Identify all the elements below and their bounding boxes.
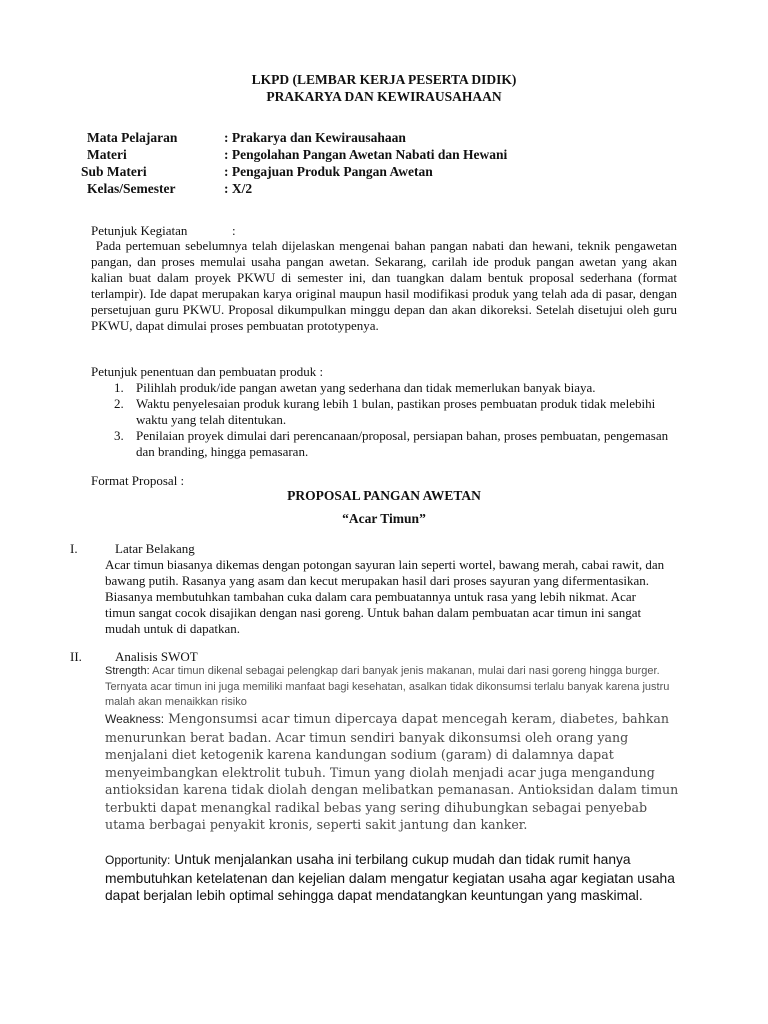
petunjuk-kegiatan-paragraph: Pada pertemuan sebelumnya telah dijelaskan mengenai bahan pangan nabati dan hewani, teknik pengawetan pangan, dan proses memulai usaha pangan awetan. Sekarang, carilah ide produk pangan awetan yang akan kalian buat dalam proyek PKWU di semester ini, dan tuangkan dalam bentuk proposal sederhana (format terlampir). Ide dapat merupakan karya original maupun hasil modifikasi produk yang telah ada di pasar, dengan persetujuan guru PKWU. Proposal dikumpulkan minggu depan dan akan dikoreksi. Setelah disetujui oleh guru PKWU, dapat dimulai proses pembuatan prototypenya. <box>91 238 681 333</box>
weakness-text: Mengonsumsi acar timun dipercaya dapat mencegah keram, diabetes, bahkan menurunkan berat badan. Acar timun sendiri banyak dikonsumsi oleh orang yang menjalani diet ketogenik karena kandungan sodium (garam) di dalamnya dapat menyeimbangkan elektrolit tubuh. Timun yang diolah menjadi acar juga mengandung antioksidan karena tidak diolah dengan melibatkan pemanasan. Antioksidan dalam timun terbukti dapat menangkal radikal bebas yang sering dihubungkan sebagai penyebab utama berbagai penyakit kronis, seperti sakit jantung dan kanker. <box>105 711 679 832</box>
list-item: Waktu penyelesaian produk kurang lebih 1 bulan, pastikan proses pembuatan produk tidak melebihi waktu yang telah ditentukan. <box>136 396 656 427</box>
opportunity-text: Untuk menjalankan usaha ini terbilang cukup mudah dan tidak rumit hanya membutuhkan ketelatenan dan kejelian dalam mengatur kegiatan usaha agar kegiatan usaha dapat berjalan lebih optimal sehingga dapat mendatangkan keuntungan yang maskimal. <box>105 852 675 904</box>
meta-value: : Prakarya dan Kewirausahaan <box>224 130 406 145</box>
petunjuk-kegiatan-label: Petunjuk Kegiatan <box>91 223 188 238</box>
format-proposal-label: Format Proposal : <box>91 473 185 488</box>
list-item-number: 1. <box>114 380 124 395</box>
meta-label: Sub Materi <box>81 164 147 179</box>
petunjuk-produk-label: Petunjuk penentuan dan pembuatan produk : <box>91 364 324 379</box>
meta-value: : X/2 <box>224 181 253 196</box>
meta-value: : Pengolahan Pangan Awetan Nabati dan Hewani <box>224 147 508 162</box>
swot-strength <box>105 664 685 711</box>
meta-label: Kelas/Semester <box>87 181 176 196</box>
list-item-number: 2. <box>114 396 124 411</box>
strength-text: Acar timun dikenal sebagai pelengkap dari banyak jenis makanan, mulai dari nasi goreng hingga burger. Ternyata acar timun ini juga memiliki manfaat bagi kesehatan, asalkan tidak dikonsumsi terlalu banyak karena justru malah akan menaikkan risiko <box>105 665 670 708</box>
document-subtitle: PRAKARYA DAN KEWIRAUSAHAAN <box>266 89 502 104</box>
weakness-label: Weakness: <box>105 712 165 726</box>
strength-label: Strength: <box>105 665 150 677</box>
section-number: I. <box>70 541 78 556</box>
latar-belakang-paragraph: Acar timun biasanya dikemas dengan potongan sayuran lain seperti wortel, bawang merah, cabai rawit, dan bawang putih. Rasanya yang asam dan kecut merupakan hasil dari proses sayuran yang difermentasikan. Biasanya membutuhkan tambahan cuka dalam cara pembuatannya untuk rasa yang lebih nikmat. Acar timun sangat cocok disajikan dengan nasi goreng. Untuk bahan dalam pembuatan acar timun ini sangat mudah untuk di dapatkan. <box>105 557 665 636</box>
section-number: II. <box>70 649 82 664</box>
section-title-latar-belakang: Latar Belakang <box>115 541 195 556</box>
meta-label: Mata Pelajaran <box>87 130 178 145</box>
list-item-number: 3. <box>114 428 124 443</box>
document-title: LKPD (LEMBAR KERJA PESERTA DIDIK) <box>251 72 517 87</box>
opportunity-label: Opportunity: <box>105 853 171 867</box>
list-item: Penilaian proyek dimulai dari perencanaan/proposal, persiapan bahan, proses pembuatan, pengemasan dan branding, hingga pemasaran. <box>136 428 669 459</box>
proposal-title: PROPOSAL PANGAN AWETAN <box>287 488 481 503</box>
petunjuk-kegiatan-colon: : <box>232 223 236 238</box>
section-title-analisis-swot: Analisis SWOT <box>115 649 198 664</box>
product-title: “Acar Timun” <box>342 511 426 526</box>
meta-label: Materi <box>87 147 127 162</box>
meta-value: : Pengajuan Produk Pangan Awetan <box>224 164 433 179</box>
swot-opportunity <box>105 851 685 905</box>
list-item: Pilihlah produk/ide pangan awetan yang sederhana dan tidak memerlukan banyak biaya. <box>136 380 596 395</box>
swot-weakness <box>105 710 685 834</box>
